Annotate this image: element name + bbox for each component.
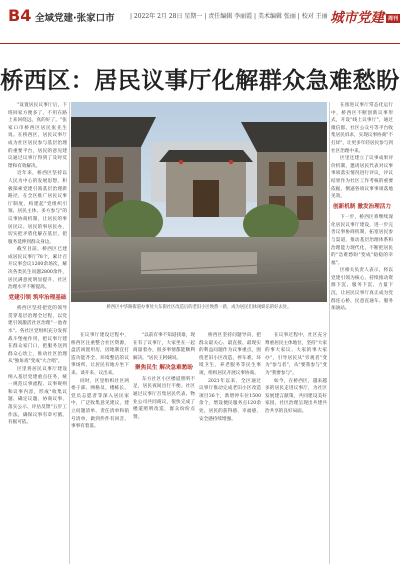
paper-tag: 周刊 <box>388 16 399 22</box>
paragraph: 同时，区里组织社区两委干部、网格员、楼栋长、党员志愿者等深入居民家中，广泛收集意见建议，建立问题清单、责任清单和销号清单，做到件件有回音、事事有着落。 <box>71 378 129 430</box>
masthead <box>0 0 400 44</box>
date-line: | 2022年 2月 28日 星期一 | 责任编辑 李丽霞 | 美术编辑 张丽 | 校对 王丽 <box>130 13 328 20</box>
paper-logo <box>330 6 400 26</box>
subheading: 创新机制 激发治理活力 <box>333 203 391 210</box>
paragraph: "设置居民议事厅后，下班回家方便多了，不用在路上来回绕远，真的好了。"张家口市桥西区居民张先生说。在桥西区，居民议事厅成为社区居民参与基层治理的重要平台，居民的意见建议通过议事厅得到了及时反馈和有效解决。 <box>8 103 67 169</box>
paragraph: 区里将居民议事厅建设纳入基层党建重点任务，统一规范议事流程、议事规则和议事内容，形成"收集议题、确定议题、协商议事、落实公示、评估反馈"五步工作法，确保议事有章可循、有据可依。 <box>8 367 67 426</box>
courtyard-photo-illustration <box>71 102 327 302</box>
subheading: 聚焦民生 解决急难愁盼 <box>135 365 193 372</box>
headline: 桥西区：居民议事厅化解群众急难愁盼 <box>0 68 400 94</box>
subheading: 党建引领 筑牢治理基础 <box>8 294 67 301</box>
paragraph: 东方社区小区楼道照明不足，居民夜间出行不便。社区通过议事厅召集居民代表、物业公司共同商议，很快完成了楼道照明改造，群众纷纷点赞。 <box>133 376 195 420</box>
article-photo <box>71 102 327 302</box>
column-divider <box>69 102 70 564</box>
photo-caption: 桥西区中华路街道办事处大东街社区改造后的老旧小区焕然一新，成为居民们休闲娱乐的好去处。 <box>106 305 292 310</box>
article-column-6 <box>265 332 327 564</box>
paragraph: 桥西区坚持把党的领导贯穿基层治理全过程，以党建引领激活社区治理"一池春水"。各社区党组织充分发挥战斗堡垒作用，把议事厅建在群众家门口，把服务送到群众心坎上，推动社区治理从"独角戏"变成"大合唱"。 <box>8 306 67 365</box>
paragraph: 2021年以来，全区通过议事厅推动完成老旧小区改造项目36个，新增停车位1500余个，增设便民服务点120余处，居民的获得感、幸福感、安全感持续增强。 <box>199 378 261 422</box>
column-divider <box>329 102 330 564</box>
section-title: 全域党建·张家口市 <box>35 13 115 24</box>
article-column-2 <box>71 332 129 564</box>
paragraph: 区相关负责人表示，将以党建引领为核心，持续推动资源下沉、服务下沉、力量下沉，让居民议事厅真正成为党群连心桥、民意直通车、服务加油站。 <box>331 268 393 312</box>
paragraph: 截至目前，桥西区已建成居民议事厅78个，累计召开议事会议1200余场次，解决各类民生问题2800余件，居民满意度明显提升，社区治理水平不断提高。 <box>8 247 67 291</box>
article-column-3 <box>133 332 195 564</box>
paragraph: 近年来，桥西区坚持以人民为中心的发展思想，积极探索党建引领基层治理新路径，在全区推广居民议事厅制度，构建起"党组织引领、居民主体、多方参与"的议事协商机制，让居民的事居民议、居民的事居民办，切实把矛盾化解在基层，把服务延伸到群众身边。 <box>8 171 67 245</box>
paragraph: 在议事厅建设过程中，桥西区注重整合社区资源，盘活闲置用房，因地制宜打造功能齐全、环境整洁的议事场所，让居民有地方坐下来、谈开来、议出来。 <box>71 333 129 376</box>
article-column-4 <box>199 332 261 564</box>
article-column-5 <box>331 102 393 564</box>
paragraph: 在议事过程中，社区充分尊重居民主体地位，坚持"大家的事大家议、大家的事大家办"，引导居民从"旁观者"变为"参与者"，从"要我参与"变为"我要参与"。 <box>265 333 327 376</box>
paragraph: 区里还建立了议事成果评价机制，邀请居民代表对议事事项落实情况进行评议，评议结果作为社区工作考核的重要依据，倒逼各项议事事项落地见效。 <box>331 156 393 200</box>
paragraph: "以前有事不知道找谁，现在有了议事厅，大家坐在一起商量着办，很多事情都能顺利解决。"居民王阿姨说。 <box>133 333 195 361</box>
page-number: B4 <box>8 6 32 25</box>
article-column-1 <box>8 102 67 564</box>
paragraph: 如今，在桥西区，越来越多的居民走进议事厅，为社区发展建言献策，共同建设美好家园，社区治理呈现出共建共治共享的良好局面。 <box>265 378 327 414</box>
paragraph: 桥西区坚持问题导向，把群众最关心、最直接、最现实的利益问题作为议事重点，围绕老旧小区改造、停车难、环境卫生、养老服务等民生事项，组织居民开展议事协商。 <box>199 333 261 376</box>
paragraph: 在推进议事厅常态化运行中，桥西区不断创新议事形式，开设"线上议事厅"，通过微信群、社区公众号等平台收集居民诉求，实现议事协商"不打烊"，让更多年轻居民参与到社区治理中来。 <box>331 103 393 154</box>
paragraph: 下一步，桥西区将继续深化居民议事厅建设，进一步完善议事协商机制，拓宽居民参与渠道，推动基层治理体系和治理能力现代化，不断把居民的"急难愁盼"变成"稳稳的幸福"。 <box>331 215 393 266</box>
paper-name: 城市党建 <box>330 10 384 26</box>
